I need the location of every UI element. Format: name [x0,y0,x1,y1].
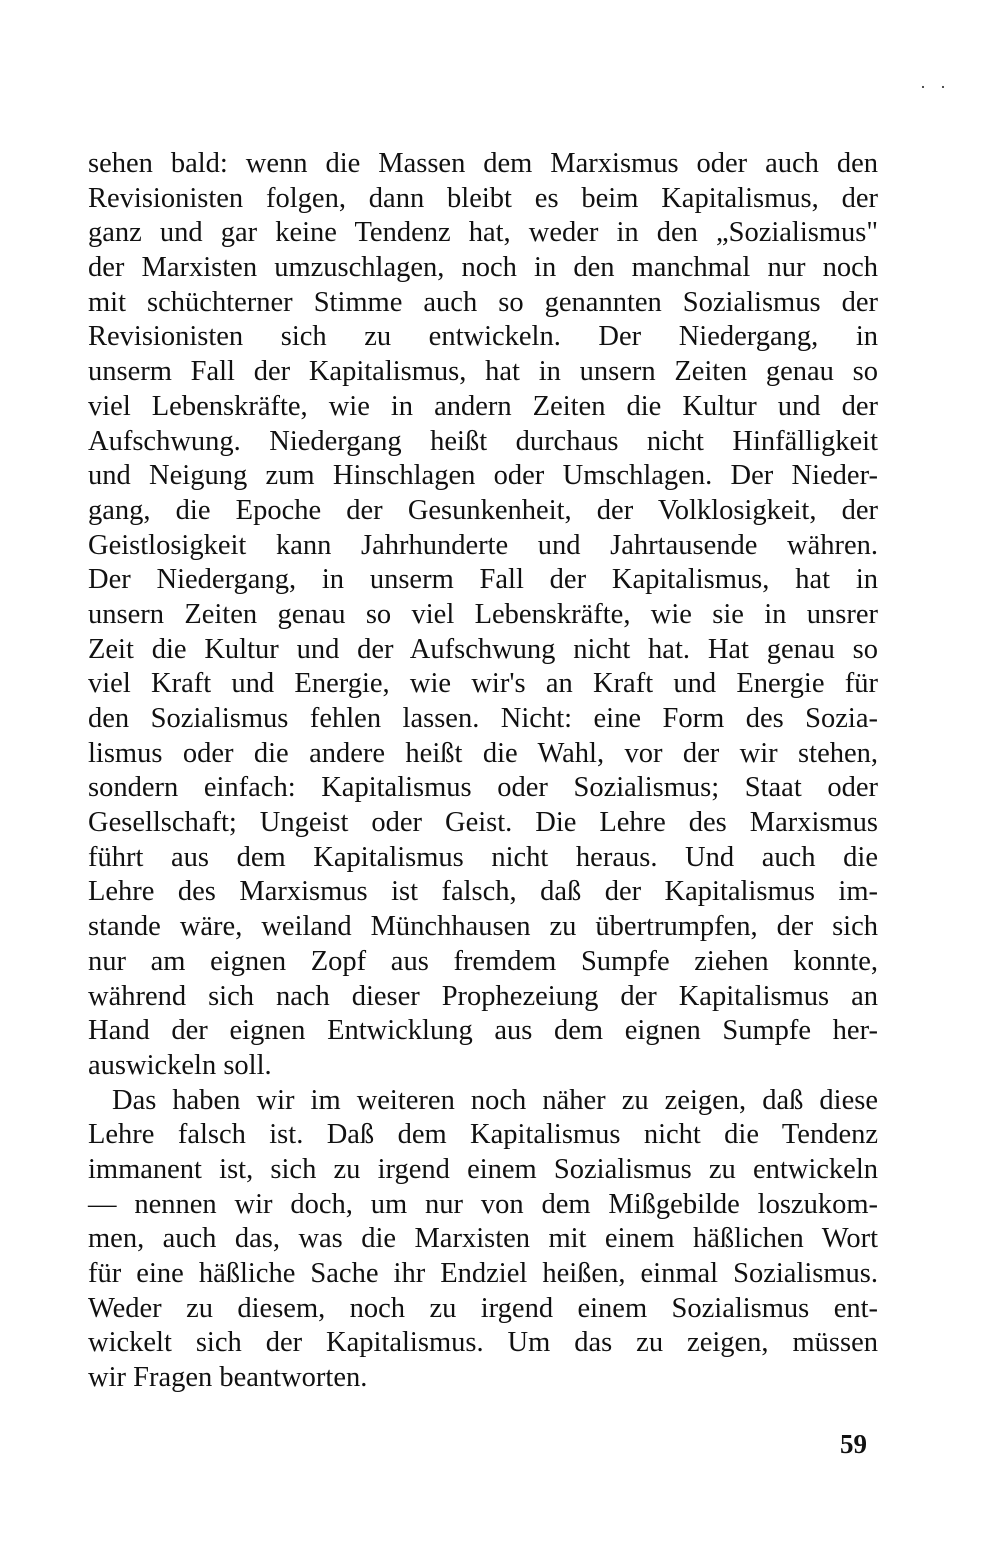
print-speck: · [920,77,926,97]
text-line: Lehre falsch ist. Daß dem Kapitalismus nicht die Tendenz [88,1119,878,1151]
text-line: sondern einfach: Kapitalismus oder Sozialismus; Staat oder [88,772,878,804]
text-line: nur am eignen Zopf aus fremdem Sumpfe ziehen konnte, [88,945,878,977]
text-line: viel Lebenskräfte, wie in andern Zeiten die Kultur und der [88,390,878,422]
text-line: und Neigung zum Hinschlagen oder Umschlagen. Der Nieder- [88,460,878,492]
text-line: unserm Fall der Kapitalismus, hat in unsern Zeiten genau so [88,356,878,388]
page-number: 59 [840,1429,867,1459]
paragraph-2 [88,1084,878,1396]
text-line: sehen bald: wenn die Massen dem Marxismus oder auch den [88,148,878,179]
text-line: ganz und gar keine Tendenz hat, weder in den „Sozialismus" [88,217,878,249]
paragraph-1 [88,147,878,1084]
text-line: führt aus dem Kapitalismus nicht heraus. Und auch die [88,841,878,873]
text-line: immanent ist, sich zu irgend einem Sozialismus zu entwickeln [88,1153,878,1185]
text-line: Der Niedergang, in unserm Fall der Kapitalismus, hat in [88,564,878,596]
text-line: — nennen wir doch, um nur von dem Mißgebilde loszukom- [88,1188,878,1220]
text-line: lismus oder die andere heißt die Wahl, vor der wir stehen, [88,737,878,769]
text-line: für eine häßliche Sache ihr Endziel heißen, einmal Sozialismus. [88,1258,878,1289]
print-speck: · [940,77,946,97]
text-line: men, auch das, was die Marxisten mit einem häßlichen Wort [88,1223,878,1255]
text-line: Lehre des Marxismus ist falsch, daß der Kapitalismus im- [88,876,878,908]
text-line: der Marxisten umzuschlagen, noch in den manchmal nur noch [88,252,878,284]
text-line: Weder zu diesem, noch zu irgend einem Sozialismus ent- [88,1292,878,1324]
text-line: unsern Zeiten genau so viel Lebenskräfte, wie sie in unsrer [88,598,878,630]
text-line: Hand der eignen Entwicklung aus dem eignen Sumpfe her- [88,1015,878,1047]
text-line: wir Fragen beantworten. [88,1362,368,1394]
text-line: Das haben wir im weiteren noch näher zu zeigen, daß diese [112,1084,878,1116]
text-line: Gesellschaft; Ungeist oder Geist. Die Lehre des Marxismus [88,807,878,839]
text-line: wickelt sich der Kapitalismus. Um das zu zeigen, müssen [88,1327,878,1359]
text-line: auswickeln soll. [88,1049,272,1081]
text-line: Aufschwung. Niedergang heißt durchaus nicht Hinfälligkeit [88,425,878,457]
text-line: den Sozialismus fehlen lassen. Nicht: eine Form des Sozia- [88,703,878,734]
text-line: Revisionisten folgen, dann bleibt es beim Kapitalismus, der [88,182,878,214]
text-line: mit schüchterner Stimme auch so genannten Sozialismus der [88,286,878,318]
text-line: stande wäre, weiland Münchhausen zu übertrumpfen, der sich [88,911,878,943]
text-line: Revisionisten sich zu entwickeln. Der Niedergang, in [88,321,878,353]
text-line: Geistlosigkeit kann Jahrhunderte und Jahrtausende währen. [88,529,878,561]
text-line: während sich nach dieser Prophezeiung der Kapitalismus an [88,980,878,1012]
text-line: viel Kraft und Energie, wie wir's an Kraft und Energie für [88,668,878,700]
text-line: Zeit die Kultur und der Aufschwung nicht hat. Hat genau so [88,633,878,665]
text-line: gang, die Epoche der Gesunkenheit, der Volklosigkeit, der [88,494,878,526]
body-text [88,147,878,1396]
